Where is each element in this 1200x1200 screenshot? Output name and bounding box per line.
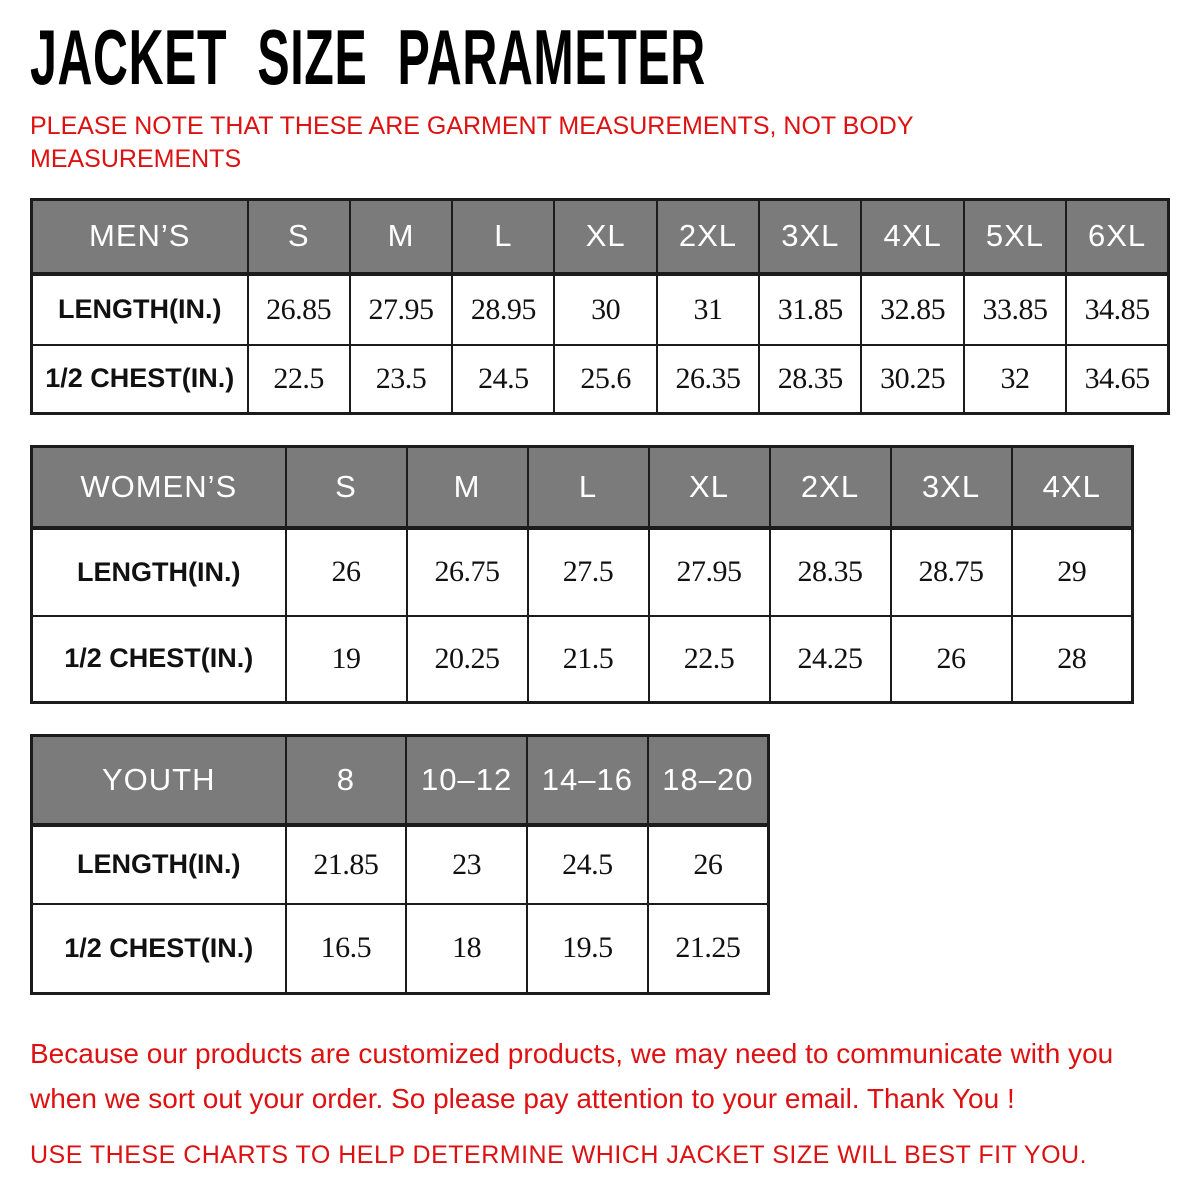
page-title-text: JACKET SIZE PARAMETER xyxy=(30,13,706,101)
size-column-header: 8 xyxy=(286,736,407,825)
size-column-header: 3XL xyxy=(759,200,861,274)
measurement-value-cell: 30 xyxy=(554,274,656,345)
garment-measurement-note xyxy=(30,110,1180,176)
measurement-value-cell: 26.75 xyxy=(407,528,528,616)
size-column-header: 18–20 xyxy=(648,736,769,825)
measurement-value-cell: 21.85 xyxy=(286,825,407,904)
chart-usage-note: USE THESE CHARTS TO HELP DETERMINE WHICH JACKET SIZE WILL BEST FIT YOU. xyxy=(30,1141,1088,1169)
measurement-value-cell: 23 xyxy=(406,825,527,904)
size-column-header: L xyxy=(528,447,649,528)
size-table-header-row xyxy=(32,736,769,825)
measurement-value-cell: 21.25 xyxy=(648,904,769,994)
measurement-row xyxy=(32,825,769,904)
size-table-header-row xyxy=(32,200,1169,274)
measurement-value-cell: 27.95 xyxy=(350,274,452,345)
mens-size-table xyxy=(30,198,1170,415)
size-column-header: 4XL xyxy=(1012,447,1133,528)
measurement-value-cell: 26.85 xyxy=(248,274,350,345)
measurement-value-cell: 19.5 xyxy=(527,904,648,994)
measurement-row xyxy=(32,274,1169,345)
measurement-row xyxy=(32,904,769,994)
measurement-value-cell: 26 xyxy=(648,825,769,904)
measurement-row-label: 1/2 CHEST(IN.) xyxy=(32,904,286,994)
table-title-cell: WOMEN’S xyxy=(32,447,286,528)
size-table-header-row xyxy=(32,447,1133,528)
size-column-header: S xyxy=(286,447,407,528)
measurement-value-cell: 22.5 xyxy=(248,345,350,414)
measurement-value-cell: 24.25 xyxy=(770,616,891,703)
measurement-value-cell: 28.35 xyxy=(770,528,891,616)
measurement-value-cell: 31 xyxy=(657,274,759,345)
size-column-header: 2XL xyxy=(770,447,891,528)
measurement-row-label: LENGTH(IN.) xyxy=(32,528,286,616)
measurement-value-cell: 22.5 xyxy=(649,616,770,703)
measurement-value-cell: 27.95 xyxy=(649,528,770,616)
size-column-header: M xyxy=(350,200,452,274)
measurement-value-cell: 29 xyxy=(1012,528,1133,616)
measurement-row-label: LENGTH(IN.) xyxy=(32,274,248,345)
measurement-value-cell: 21.5 xyxy=(528,616,649,703)
measurement-value-cell: 28.95 xyxy=(452,274,554,345)
size-column-header: M xyxy=(407,447,528,528)
measurement-value-cell: 32.85 xyxy=(861,274,963,345)
measurement-row-label: LENGTH(IN.) xyxy=(32,825,286,904)
measurement-value-cell: 24.5 xyxy=(452,345,554,414)
size-column-header: S xyxy=(248,200,350,274)
measurement-row xyxy=(32,528,1133,616)
size-column-header: 6XL xyxy=(1066,200,1168,274)
measurement-value-cell: 26 xyxy=(286,528,407,616)
measurement-row xyxy=(32,345,1169,414)
measurement-value-cell: 16.5 xyxy=(286,904,407,994)
table-title-cell: YOUTH xyxy=(32,736,286,825)
customized-products-note xyxy=(30,1031,1180,1121)
note-line-1: PLEASE NOTE THAT THESE ARE GARMENT MEASUREMENTS, NOT BODY xyxy=(30,112,914,140)
footer-line-2: when we sort out your order. So please pay attention to your email. Thank You ! xyxy=(30,1083,1015,1114)
size-column-header: 4XL xyxy=(861,200,963,274)
measurement-value-cell: 23.5 xyxy=(350,345,452,414)
page-title xyxy=(30,13,1180,101)
measurement-row-label: 1/2 CHEST(IN.) xyxy=(32,345,248,414)
measurement-value-cell: 24.5 xyxy=(527,825,648,904)
size-column-header: 10–12 xyxy=(406,736,527,825)
measurement-value-cell: 25.6 xyxy=(554,345,656,414)
size-column-header: XL xyxy=(554,200,656,274)
youth-size-table xyxy=(30,734,770,995)
measurement-value-cell: 19 xyxy=(286,616,407,703)
table-title-cell: MEN’S xyxy=(32,200,248,274)
measurement-value-cell: 18 xyxy=(406,904,527,994)
size-column-header: 14–16 xyxy=(527,736,648,825)
size-column-header: 5XL xyxy=(964,200,1066,274)
measurement-value-cell: 26 xyxy=(891,616,1012,703)
measurement-value-cell: 31.85 xyxy=(759,274,861,345)
note-line-2: MEASUREMENTS xyxy=(30,145,242,173)
measurement-value-cell: 33.85 xyxy=(964,274,1066,345)
measurement-value-cell: 34.65 xyxy=(1066,345,1168,414)
measurement-value-cell: 32 xyxy=(964,345,1066,414)
measurement-value-cell: 30.25 xyxy=(861,345,963,414)
measurement-value-cell: 28.35 xyxy=(759,345,861,414)
measurement-row-label: 1/2 CHEST(IN.) xyxy=(32,616,286,703)
measurement-row xyxy=(32,616,1133,703)
size-column-header: 3XL xyxy=(891,447,1012,528)
measurement-value-cell: 27.5 xyxy=(528,528,649,616)
womens-size-table xyxy=(30,445,1134,704)
size-column-header: XL xyxy=(649,447,770,528)
size-column-header: 2XL xyxy=(657,200,759,274)
measurement-value-cell: 20.25 xyxy=(407,616,528,703)
size-column-header: L xyxy=(452,200,554,274)
measurement-value-cell: 26.35 xyxy=(657,345,759,414)
measurement-value-cell: 28.75 xyxy=(891,528,1012,616)
measurement-value-cell: 28 xyxy=(1012,616,1133,703)
measurement-value-cell: 34.85 xyxy=(1066,274,1168,345)
footer-line-1: Because our products are customized products, we may need to communicate with you xyxy=(30,1038,1114,1069)
